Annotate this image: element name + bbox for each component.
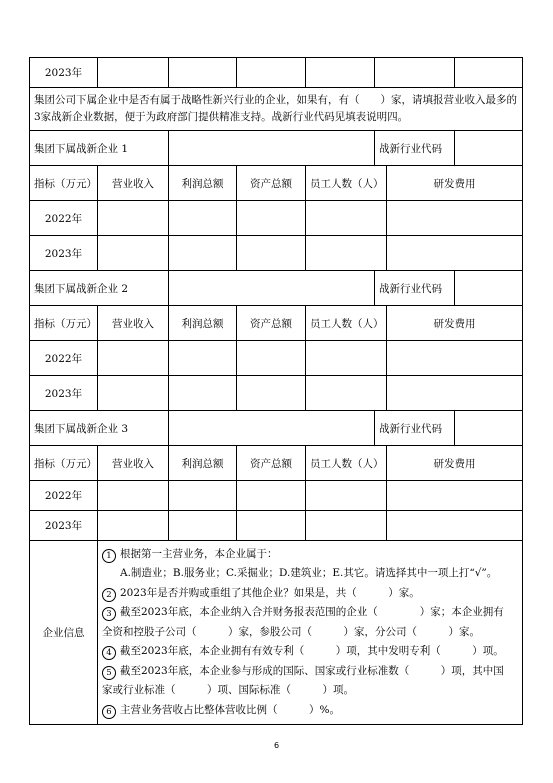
header-rnd: 研发费用 bbox=[387, 446, 523, 481]
input-cell[interactable] bbox=[387, 481, 523, 511]
year-cell: 2023年 bbox=[30, 376, 98, 411]
info-item-5-cont: 家或行业标准（ ）项、国际标准（ ）项。 bbox=[102, 684, 354, 697]
info-item-text: 截至2023年底，本企业拥有有效专利（ ）项，其中发明专利（ ）项。 bbox=[120, 645, 504, 658]
input-cell[interactable] bbox=[237, 201, 306, 236]
input-cell[interactable] bbox=[98, 201, 169, 236]
input-cell[interactable] bbox=[387, 511, 523, 541]
enterprise-2-row-2022 bbox=[30, 341, 523, 376]
header-rnd: 研发费用 bbox=[387, 166, 523, 201]
input-cell[interactable] bbox=[98, 236, 169, 271]
enterprise-2-row-2023 bbox=[30, 376, 523, 411]
enterprise-info-label: 企业信息 bbox=[30, 541, 98, 725]
input-cell[interactable] bbox=[237, 341, 306, 376]
header-profit: 利润总额 bbox=[169, 306, 237, 341]
year-cell: 2023年 bbox=[30, 236, 98, 271]
header-revenue: 营业收入 bbox=[98, 166, 169, 201]
input-cell[interactable] bbox=[169, 511, 237, 541]
input-cell[interactable] bbox=[169, 376, 237, 411]
enterprise-3-name-row bbox=[30, 411, 523, 446]
input-cell[interactable] bbox=[306, 236, 387, 271]
year-cell: 2022年 bbox=[30, 341, 98, 376]
year-cell: 2022年 bbox=[30, 481, 98, 511]
header-revenue: 营业收入 bbox=[98, 446, 169, 481]
input-cell[interactable] bbox=[169, 58, 237, 88]
notice-text: 集团公司下属企业中是否有属于战略性新兴行业的企业，如果有，有（ ）家，请填报营业收入最多的3家战新企业数据，便于为政府部门提供精准支持。战新行业代码见填表说明四。 bbox=[30, 88, 523, 131]
enterprise-1-row-2022 bbox=[30, 201, 523, 236]
input-cell[interactable] bbox=[237, 511, 306, 541]
enterprise-3-header-row bbox=[30, 446, 523, 481]
input-cell[interactable] bbox=[169, 341, 237, 376]
info-item-text: 根据第一主营业务，本企业属于： bbox=[120, 547, 278, 560]
input-cell[interactable] bbox=[306, 481, 387, 511]
enterprise-2-name-input[interactable] bbox=[169, 271, 375, 306]
input-cell[interactable] bbox=[98, 481, 169, 511]
row-2023-top bbox=[30, 58, 523, 88]
enterprise-3-code-input[interactable] bbox=[455, 411, 523, 446]
enterprise-1-code-input[interactable] bbox=[455, 131, 523, 166]
input-cell[interactable] bbox=[387, 376, 523, 411]
header-revenue: 营业收入 bbox=[98, 306, 169, 341]
input-cell[interactable] bbox=[455, 58, 523, 88]
info-item-5 bbox=[102, 662, 518, 682]
header-employees: 员工人数（人） bbox=[306, 166, 387, 201]
input-cell[interactable] bbox=[306, 58, 375, 88]
input-cell[interactable] bbox=[169, 236, 237, 271]
page-number: 6 bbox=[273, 741, 280, 750]
input-cell[interactable] bbox=[98, 376, 169, 411]
circled-number-icon: 1 bbox=[102, 549, 116, 563]
year-cell: 2023年 bbox=[30, 58, 98, 88]
header-assets: 资产总额 bbox=[237, 306, 306, 341]
year-cell: 2022年 bbox=[30, 201, 98, 236]
enterprise-3-label: 集团下属战新企业 3 bbox=[30, 411, 169, 446]
info-item-text: 2023年是否并购或重组了其他企业？如果是，共（ ）家。 bbox=[120, 586, 420, 599]
input-cell[interactable] bbox=[306, 511, 387, 541]
input-cell[interactable] bbox=[169, 481, 237, 511]
info-item-text: 截至2023年底，本企业纳入合并财务报表范围的企业（ ）家；本企业拥有 bbox=[120, 606, 504, 619]
circled-number-icon: 6 bbox=[102, 705, 116, 719]
info-item-1 bbox=[102, 545, 518, 565]
input-cell[interactable] bbox=[169, 201, 237, 236]
enterprise-1-header-row bbox=[30, 166, 523, 201]
input-cell[interactable] bbox=[387, 236, 523, 271]
input-cell[interactable] bbox=[98, 58, 169, 88]
input-cell[interactable] bbox=[387, 341, 523, 376]
enterprise-1-row-2023 bbox=[30, 236, 523, 271]
header-employees: 员工人数（人） bbox=[306, 306, 387, 341]
input-cell[interactable] bbox=[375, 58, 455, 88]
enterprise-1-label: 集团下属战新企业 1 bbox=[30, 131, 169, 166]
info-item-4 bbox=[102, 642, 518, 662]
circled-number-icon: 3 bbox=[102, 607, 116, 621]
info-item-text: 主营业务营收占比整体营收比例（ ）%。 bbox=[120, 703, 340, 716]
enterprise-3-row-2022 bbox=[30, 481, 523, 511]
enterprise-2-name-row bbox=[30, 271, 523, 306]
input-cell[interactable] bbox=[237, 58, 306, 88]
enterprise-2-label: 集团下属战新企业 2 bbox=[30, 271, 169, 306]
circled-number-icon: 4 bbox=[102, 646, 116, 660]
info-item-1-options: A.制造业；B.服务业；C.采掘业；D.建筑业；E.其它。请选择其中一项上打“√”。 bbox=[120, 567, 498, 580]
enterprise-2-header-row bbox=[30, 306, 523, 341]
input-cell[interactable] bbox=[98, 511, 169, 541]
enterprise-2-code-input[interactable] bbox=[455, 271, 523, 306]
enterprise-form-table bbox=[29, 57, 523, 725]
circled-number-icon: 2 bbox=[102, 588, 116, 602]
enterprise-1-name-row bbox=[30, 131, 523, 166]
notice-row bbox=[30, 88, 523, 131]
year-cell: 2023年 bbox=[30, 511, 98, 541]
enterprise-info-content bbox=[98, 541, 523, 725]
input-cell[interactable] bbox=[237, 376, 306, 411]
input-cell[interactable] bbox=[237, 236, 306, 271]
header-assets: 资产总额 bbox=[237, 446, 306, 481]
info-item-3 bbox=[102, 603, 518, 623]
header-indicator: 指标（万元） bbox=[30, 166, 98, 201]
header-rnd: 研发费用 bbox=[387, 306, 523, 341]
input-cell[interactable] bbox=[306, 201, 387, 236]
input-cell[interactable] bbox=[306, 376, 387, 411]
input-cell[interactable] bbox=[306, 341, 387, 376]
circled-number-icon: 5 bbox=[102, 666, 116, 680]
enterprise-3-row-2023 bbox=[30, 511, 523, 541]
info-item-6 bbox=[102, 701, 518, 721]
enterprise-3-code-label: 战新行业代码 bbox=[375, 411, 455, 446]
enterprise-3-name-input[interactable] bbox=[169, 411, 375, 446]
header-indicator: 指标（万元） bbox=[30, 446, 98, 481]
header-indicator: 指标（万元） bbox=[30, 306, 98, 341]
header-assets: 资产总额 bbox=[237, 166, 306, 201]
enterprise-1-code-label: 战新行业代码 bbox=[375, 131, 455, 166]
enterprise-1-name-input[interactable] bbox=[169, 131, 375, 166]
header-employees: 员工人数（人） bbox=[306, 446, 387, 481]
input-cell[interactable] bbox=[237, 481, 306, 511]
enterprise-2-code-label: 战新行业代码 bbox=[375, 271, 455, 306]
info-item-text: 截至2023年底，本企业参与形成的国际、国家或行业标准数（ ）项，其中国 bbox=[120, 664, 504, 677]
info-item-2 bbox=[102, 584, 518, 604]
input-cell[interactable] bbox=[387, 201, 523, 236]
input-cell[interactable] bbox=[98, 341, 169, 376]
header-profit: 利润总额 bbox=[169, 446, 237, 481]
info-item-3-cont: 全资和控股子公司（ ）家，参股公司（ ）家，分公司（ ）家。 bbox=[102, 625, 480, 638]
header-profit: 利润总额 bbox=[169, 166, 237, 201]
enterprise-info-row bbox=[30, 541, 523, 725]
